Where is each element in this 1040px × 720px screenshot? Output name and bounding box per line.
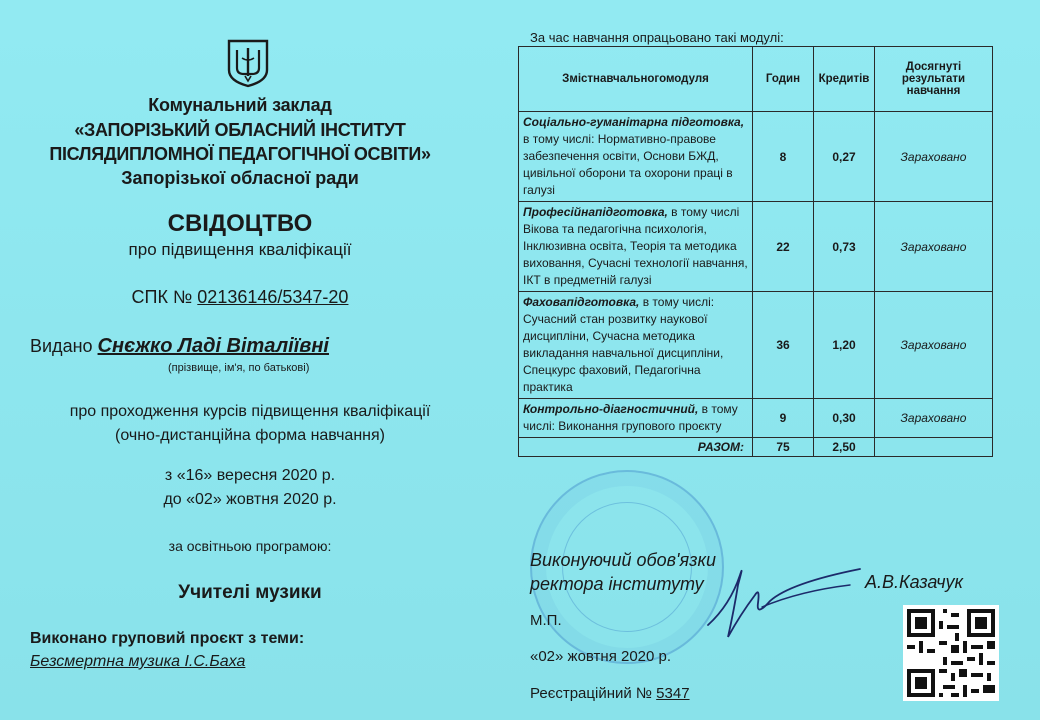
- course-line2: (очно-дистанційна форма навчання): [115, 427, 385, 444]
- institution-name-line2: ПІСЛЯДИПЛОМНОЇ ПЕДАГОГІЧНОЇ ОСВІТИ»: [49, 144, 431, 164]
- registration-label: Реєстраційний №: [530, 685, 652, 702]
- project-label: Виконано груповий проєкт з теми:: [30, 630, 305, 647]
- course-dates: [0, 464, 500, 512]
- module-credits: 0,30: [814, 399, 875, 438]
- module-result: Зараховано: [875, 202, 993, 292]
- course-line1: про проходження курсів підвищення кваліфікації: [69, 403, 431, 420]
- signatory-role: [530, 548, 716, 596]
- total-row: [519, 438, 993, 457]
- module-body: в тому числі: Нормативно-правове забезпечення освіти, Основи БЖД, цивільної оборони та охорони праці в галузі: [523, 132, 733, 197]
- module-credits: 1,20: [814, 292, 875, 399]
- recipient-name: Снєжко Ладі Віталіївні: [97, 335, 329, 357]
- module-hours: 22: [753, 202, 814, 292]
- seal-place-label: М.П.: [530, 612, 562, 629]
- module-head: Контрольно-діагностичний,: [523, 402, 699, 416]
- program-name: Учителі музики: [178, 582, 322, 603]
- header-hours: Годин: [753, 47, 814, 112]
- certificate-number-value: 02136146/5347-20: [197, 287, 349, 307]
- total-credits: 2,50: [814, 438, 875, 457]
- institution-council: Запорізької обласної ради: [121, 168, 359, 188]
- module-result: Зараховано: [875, 399, 993, 438]
- module-cell: [519, 202, 753, 292]
- issued-label: Видано: [30, 336, 93, 356]
- table-row: [519, 292, 993, 399]
- certificate-number: [0, 287, 480, 308]
- modules-caption: За час навчання опрацьовано такі модулі:: [530, 30, 784, 45]
- signatory-role-line1: Виконуючий обов'язки: [530, 550, 716, 570]
- handwritten-signature-icon: [700, 555, 870, 645]
- issued-to: [30, 335, 329, 358]
- signatory-role-line2: ректора інституту: [530, 574, 704, 594]
- module-hours: 8: [753, 112, 814, 202]
- certificate-subtitle: про підвищення кваліфікації: [128, 240, 352, 259]
- module-cell: [519, 399, 753, 438]
- table-row: [519, 202, 993, 292]
- signatory-name: А.В.Казачук: [865, 572, 964, 592]
- project-topic: Безсмертна музика І.С.Баха: [30, 653, 246, 670]
- institution-type: Комунальний заклад: [148, 95, 332, 115]
- module-cell: [519, 292, 753, 399]
- recipient-name-hint: (прізвище, ім'я, по батькові): [168, 362, 310, 374]
- module-head: Соціально-гуманітарна підготовка,: [523, 115, 745, 129]
- table-row: [519, 112, 993, 202]
- total-hours: 75: [753, 438, 814, 457]
- date-from: з «16» вересня 2020 р.: [164, 467, 336, 484]
- trident-emblem-icon: [225, 38, 271, 88]
- total-empty-cell: [875, 438, 993, 457]
- registration-number: [530, 685, 690, 702]
- course-description: [0, 400, 500, 448]
- module-credits: 0,73: [814, 202, 875, 292]
- module-result: Зараховано: [875, 112, 993, 202]
- modules-table: [518, 46, 993, 457]
- institution-name: [0, 118, 480, 166]
- module-cell: [519, 112, 753, 202]
- module-body: в тому числі: Виконання групового проєкту: [523, 402, 738, 433]
- module-result: Зараховано: [875, 292, 993, 399]
- table-row: [519, 399, 993, 438]
- qr-code-icon: [903, 605, 999, 701]
- total-label: РАЗОМ:: [519, 438, 753, 457]
- module-credits: 0,27: [814, 112, 875, 202]
- signature-date: «02» жовтня 2020 р.: [530, 648, 672, 665]
- date-to: до «02» жовтня 2020 р.: [163, 491, 337, 508]
- program-label: за освітньою програмою:: [168, 538, 332, 554]
- module-body: в тому числі Вікова та педагогічна психологія, Інклюзивна освіта, Теорія та методика виховання, Сучасні технології навчання, ІКТ в предметній галузі: [523, 205, 748, 287]
- certificate-number-prefix: СПК №: [131, 287, 193, 307]
- header-content: Змістнавчальногомодуля: [519, 47, 753, 112]
- certificate-title: СВІДОЦТВО: [167, 210, 313, 237]
- registration-value: 5347: [656, 685, 690, 702]
- module-body: в тому числі: Сучасний стан розвитку наукової дисципліни, Сучасна методика викладання навчальної дисципліни, Спецкурс фаховий, Педагогічна практика: [523, 295, 724, 394]
- header-credits: Кредитів: [814, 47, 875, 112]
- module-hours: 36: [753, 292, 814, 399]
- header-results: Досягнуті результати навчання: [875, 47, 993, 112]
- modules-header-row: [519, 47, 993, 112]
- institution-name-line1: «ЗАПОРІЗЬКИЙ ОБЛАСНИЙ ІНСТИТУТ: [74, 120, 406, 140]
- module-head: Професійнапідготовка,: [523, 205, 668, 219]
- module-hours: 9: [753, 399, 814, 438]
- module-head: Фаховапідготовка,: [523, 295, 640, 309]
